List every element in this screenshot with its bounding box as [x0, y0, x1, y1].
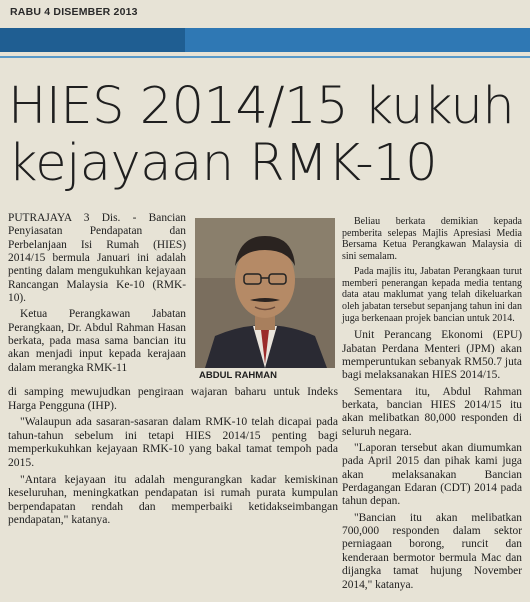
header-rule-thin: [0, 56, 530, 58]
paragraph: Beliau berkata demikian kepada pemberita selepas Majlis Apresiasi Media Bersama Ketua Perangkawan Malaysia di sini semalam.: [342, 216, 522, 263]
header-rule-dark: [0, 28, 185, 52]
paragraph: Sementara itu, Abdul Rahman berkata, bancian HIES 2014/15 itu akan melibatkan 80,000 responden di seluruh negara.: [342, 385, 522, 438]
photo-caption: ABDUL RAHMAN: [199, 370, 277, 381]
paragraph: di samping mewujudkan pengiraan wajaran baharu untuk Indeks Harga Pengguna (IHP).: [8, 385, 338, 412]
article-column-right-lower: [342, 329, 522, 595]
dateline: RABU 4 DISEMBER 2013: [10, 6, 138, 18]
paragraph: "Laporan tersebut akan diumumkan pada April 2015 dan pihak kami juga akan melaksanakan Bancian Perdagangan Edaran (CDT) 2014 pada tahun depan.: [342, 442, 522, 508]
portrait-illustration: [195, 218, 335, 368]
article-column-right: [342, 216, 522, 327]
article-column-bottom: [8, 385, 338, 530]
headline: [8, 78, 528, 192]
paragraph: PUTRAJAYA 3 Dis. - Bancian Penyiasatan Pendapatan dan Perbelanjaan Isi Rumah (HIES) 2014/15 bermula Januari ini adalah penting dalam mengukuhkan kejayaan Rancangan Malaysia Ke-10 (RMK-10).: [8, 212, 186, 305]
paragraph: "Walaupun ada sasaran-sasaran dalam RMK-10 telah dicapai pada tahun-tahun sebelum ini tetapi HIES 2014/15 penting bagi memperkukuhkan kejayaan RMK-10 yang bakal tamat tempoh pada 2015.: [8, 415, 338, 469]
paragraph: "Bancian itu akan melibatkan 700,000 responden dalam sektor perniagaan borong, runcit dan kenderaan bermotor bermula Mac dan dijangka tamat hujung November 2014," katanya.: [342, 511, 522, 591]
headline-line-2: kejayaan RMK-10: [8, 134, 438, 193]
paragraph: Ketua Perangkawan Jabatan Perangkaan, Dr. Abdul Rahman Hasan berkata, pada masa sama bancian itu akan menjadi input kepada kerajaan dalam merangka RMK-11: [8, 308, 186, 374]
portrait-photo: [195, 218, 335, 368]
headline-line-1: HIES 2014/15 kukuh: [8, 77, 515, 136]
article-column-left: [8, 212, 186, 378]
paragraph: "Antara kejayaan itu adalah mengurangkan kadar kemiskinan keseluruhan, meningkatkan pendapatan isi rumah purata kumpulan berpendapatan rendah dan memperbaiki ketidakseimbangan pendapatan," katanya.: [8, 472, 338, 527]
paragraph: Pada majlis itu, Jabatan Perangkaan turut memberi penerangan kepada media tentang data atau maklumat yang telah dikeluarkan oleh jabatan tersebut sepanjang tahun ini dan juga berkenaan projek bancian untuk 2014.: [342, 265, 522, 324]
paragraph: Unit Perancang Ekonomi (EPU) Jabatan Perdana Menteri (JPM) akan memperuntukan sebanyak RM50.7 juta bagi melaksanakan HIES 2014/15.: [342, 329, 522, 382]
header-rule: [0, 28, 530, 52]
